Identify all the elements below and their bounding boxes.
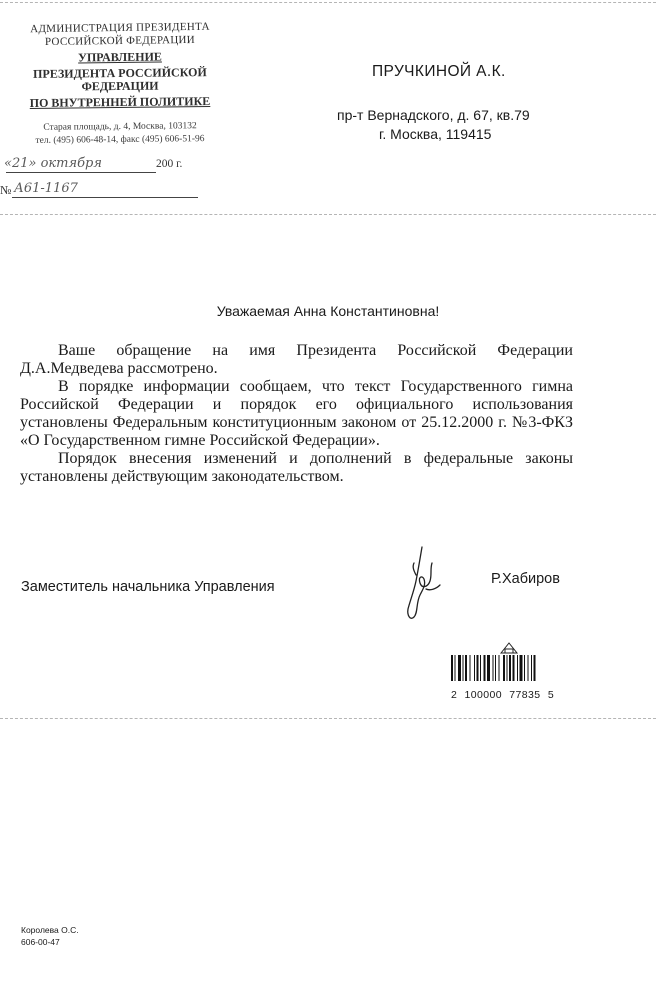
barcode-bar [474, 655, 475, 681]
scan-edge-top [0, 2, 656, 3]
number-label: № [0, 183, 12, 197]
department-line-3: ПО ВНУТРЕННЕЙ ПОЛИТИКЕ [29, 94, 211, 110]
barcode-bar [517, 655, 518, 681]
barcode-bar [493, 655, 494, 681]
handwritten-signature [396, 545, 446, 625]
barcode-bar [477, 655, 479, 681]
barcode-number: 2 100000 77835 5 [451, 689, 555, 701]
barcode-bar [495, 655, 496, 681]
barcode-bar [534, 655, 536, 681]
executor-name: Королева О.С. [21, 925, 79, 935]
recipient-city: г. Москва, 119415 [379, 126, 492, 142]
barcode-bar [531, 655, 532, 681]
letter-body [20, 342, 573, 486]
salutation: Уважаемая Анна Константиновна! [216, 303, 440, 319]
barcode-bar [528, 655, 529, 681]
barcode-bar [487, 655, 490, 681]
scan-fold-line-2 [0, 718, 656, 719]
paragraph-2: В порядке информации сообщаем, что текст Государственного гимна Российской Федерации и порядок его официального использования установлены Федеральным конституционным законом от 25.12.2000 г. №3-ФКЗ «О Государственном гимне Российской Федерации». [20, 378, 573, 449]
letterhead-address: Старая площадь, д. 4, Москва, 103132 [43, 121, 197, 133]
letterhead-line-1: АДМИНИСТРАЦИЯ ПРЕЗИДЕНТА [30, 20, 210, 36]
signer-name: Р.Хабиров [491, 571, 560, 587]
barcode-bar [484, 655, 486, 681]
barcode-bar [513, 655, 515, 681]
number-handwritten: А61-1167 [14, 181, 78, 196]
number-underline [12, 197, 198, 198]
recipient-name: ПРУЧКИНОЙ А.К. [372, 63, 506, 80]
letterhead [0, 22, 240, 146]
barcode-bar [509, 655, 511, 681]
department-line-2: ПРЕЗИДЕНТА РОССИЙСКОЙ ФЕДЕРАЦИИ [33, 65, 207, 94]
date-handwritten: «21» октября [4, 156, 102, 171]
letterhead-phone: тел. (495) 606-48-14, факс (495) 606-51-96 [35, 134, 205, 146]
barcode-bar [465, 655, 467, 681]
barcode-bar [458, 655, 461, 681]
executor-phone: 606-00-47 [21, 937, 60, 947]
barcode-bar [480, 655, 481, 681]
date-underline [6, 172, 156, 173]
barcode-bar [451, 655, 453, 681]
letterhead-line-2: РОССИЙСКОЙ ФЕДЕРАЦИИ [44, 33, 196, 49]
department-line-1: УПРАВЛЕНИЕ [78, 49, 162, 65]
date-year: 200 г. [156, 158, 183, 170]
barcode-bar [455, 655, 456, 681]
paragraph-3: Порядок внесения изменений и дополнений в федеральные законы установлены действующим законодательством. [20, 450, 573, 485]
scan-fold-line-1 [0, 214, 656, 215]
barcode-bar [470, 655, 471, 681]
recipient-street: пр-т Вернадского, д. 67, кв.79 [337, 107, 530, 123]
barcode-bar [524, 655, 525, 681]
barcode-bar [463, 655, 464, 681]
barcode-image [449, 641, 581, 683]
paragraph-1: Ваше обращение на имя Президента Российской Федерации Д.А.Медведева рассмотрено. [20, 342, 573, 377]
signer-title: Заместитель начальника Управления [21, 579, 275, 595]
barcode-bar [499, 655, 500, 681]
barcode-bar [507, 655, 508, 681]
barcode-bar [520, 655, 523, 681]
barcode-bar [503, 655, 505, 681]
